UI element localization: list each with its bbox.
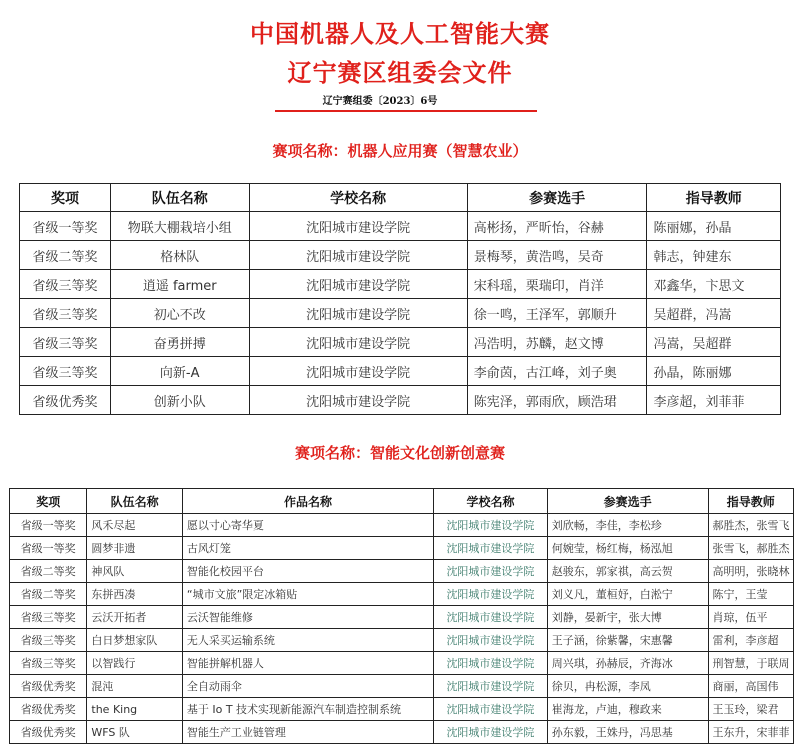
table-cell: 景梅琴，黄浩鸣，吴奇 <box>467 241 647 270</box>
table-row <box>20 357 781 386</box>
table-cell: 沈阳城市建设学院 <box>434 675 548 698</box>
document-title-line1: 中国机器人及人工智能大赛 <box>250 19 550 48</box>
table-cell: 沈阳城市建设学院 <box>249 270 467 299</box>
column-header: 指导教师 <box>647 184 781 212</box>
table-cell: 省级三等奖 <box>10 629 87 652</box>
table-cell: 张雪飞，郝胜杰 <box>708 537 793 560</box>
table-cell: 省级三等奖 <box>20 270 111 299</box>
table-cell: 吴超群，冯嵩 <box>647 299 781 328</box>
table-cell: 云沃开拓者 <box>87 606 182 629</box>
table-row <box>10 514 794 537</box>
section2-award-table <box>9 488 794 744</box>
table-row <box>10 583 794 606</box>
table-cell: 郝胜杰，张雪飞 <box>708 514 793 537</box>
table-row <box>10 652 794 675</box>
table-cell: 省级优秀奖 <box>10 675 87 698</box>
table-cell: 沈阳城市建设学院 <box>434 514 548 537</box>
table-row <box>10 606 794 629</box>
table-cell: 沈阳城市建设学院 <box>249 328 467 357</box>
table-cell: 省级优秀奖 <box>10 698 87 721</box>
table-cell: 韩志，钟建东 <box>647 241 781 270</box>
column-header: 队伍名称 <box>110 184 249 212</box>
table-cell: 省级一等奖 <box>10 537 87 560</box>
table-cell: 智能生产工业链管理 <box>182 721 433 744</box>
table-cell: “城市文旅”限定冰箱贴 <box>182 583 433 606</box>
table-cell: 圆梦非遗 <box>87 537 182 560</box>
table-row <box>10 537 794 560</box>
table-cell: 何婉莹，杨红梅，杨泓旭 <box>547 537 708 560</box>
table-row <box>20 212 781 241</box>
table-cell: 沈阳城市建设学院 <box>434 629 548 652</box>
table-header-row <box>10 489 794 514</box>
table-cell: 省级三等奖 <box>20 299 111 328</box>
table-row <box>10 721 794 744</box>
table-cell: 沈阳城市建设学院 <box>249 357 467 386</box>
table-cell: 混沌 <box>87 675 182 698</box>
table-cell: 刘义凡，董桓妤，白淞宁 <box>547 583 708 606</box>
table-cell: 省级三等奖 <box>20 328 111 357</box>
table-cell: 沈阳城市建设学院 <box>249 212 467 241</box>
table-row <box>10 629 794 652</box>
table-cell: 风禾尽起 <box>87 514 182 537</box>
table-cell: 沈阳城市建设学院 <box>434 537 548 560</box>
table-row <box>10 698 794 721</box>
table-cell: 王东升，宋菲菲 <box>708 721 793 744</box>
section1-award-table <box>19 183 781 415</box>
section1-title: 赛项名称：机器人应用赛（智慧农业） <box>272 142 528 160</box>
table-cell: 沈阳城市建设学院 <box>434 721 548 744</box>
table-cell: 古风灯笼 <box>182 537 433 560</box>
table-cell: 全自动雨伞 <box>182 675 433 698</box>
table-cell: 高彬扬，严昕怡，谷赫 <box>467 212 647 241</box>
table-cell: the King <box>87 698 182 721</box>
column-header: 指导教师 <box>708 489 793 514</box>
table-cell: 白日梦想家队 <box>87 629 182 652</box>
document-title-line2: 辽宁赛区组委会文件 <box>287 58 513 87</box>
column-header: 奖项 <box>20 184 111 212</box>
table-cell: 刘静，晏新宇，张大博 <box>547 606 708 629</box>
table-cell: 向新-A <box>110 357 249 386</box>
table-cell: 冯浩明，苏麟，赵文博 <box>467 328 647 357</box>
table-cell: 陈宪泽，郭雨欣，顾浩珺 <box>467 386 647 415</box>
table-cell: 奋勇拼搏 <box>110 328 249 357</box>
table-cell: 徐一鸣，王泽军，郭顺升 <box>467 299 647 328</box>
table-cell: 愿以寸心寄华夏 <box>182 514 433 537</box>
table-cell: 云沃智能维修 <box>182 606 433 629</box>
red-divider <box>275 110 537 112</box>
table-cell: 省级二等奖 <box>10 560 87 583</box>
table-cell: 周兴琪，孙赫辰，齐海冰 <box>547 652 708 675</box>
table-cell: 沈阳城市建设学院 <box>249 386 467 415</box>
table-cell: 智能化校园平台 <box>182 560 433 583</box>
table-cell: 省级三等奖 <box>10 652 87 675</box>
column-header: 作品名称 <box>182 489 433 514</box>
table-cell: 沈阳城市建设学院 <box>434 560 548 583</box>
table-cell: 沈阳城市建设学院 <box>434 652 548 675</box>
table-cell: 冯嵩，吴超群 <box>647 328 781 357</box>
table-cell: 东拼西凑 <box>87 583 182 606</box>
table-cell: 省级优秀奖 <box>20 386 111 415</box>
table-cell: 赵骏东，郭家祺，高云贺 <box>547 560 708 583</box>
column-header: 学校名称 <box>434 489 548 514</box>
table-cell: 陈宁，王莹 <box>708 583 793 606</box>
document-number: 辽宁赛组委〔2023〕6号 <box>322 96 438 107</box>
table-cell: 高明明，张晓林 <box>708 560 793 583</box>
table-cell: 以智践行 <box>87 652 182 675</box>
table-cell: 省级二等奖 <box>20 241 111 270</box>
table-header-row <box>20 184 781 212</box>
table-cell: 智能拼解机器人 <box>182 652 433 675</box>
table-row <box>20 328 781 357</box>
table-cell: 雷利，李彦超 <box>708 629 793 652</box>
table-cell: WFS 队 <box>87 721 182 744</box>
table-cell: 商丽，高国伟 <box>708 675 793 698</box>
table-cell: 初心不改 <box>110 299 249 328</box>
section2-title: 赛项名称：智能文化创新创意赛 <box>294 444 505 462</box>
column-header: 参赛选手 <box>547 489 708 514</box>
table-cell: 基于 Io T 技术实现新能源汽车制造控制系统 <box>182 698 433 721</box>
table-cell: 王子涵，徐紫馨，宋惠馨 <box>547 629 708 652</box>
table-cell: 逍遥 farmer <box>110 270 249 299</box>
table-cell: 省级三等奖 <box>20 357 111 386</box>
table-row <box>20 386 781 415</box>
table-cell: 宋科瑶，栗瑞印，肖洋 <box>467 270 647 299</box>
table-cell: 李彦超，刘菲菲 <box>647 386 781 415</box>
table-cell: 孙晶，陈丽娜 <box>647 357 781 386</box>
column-header: 学校名称 <box>249 184 467 212</box>
table-cell: 无人采买运输系统 <box>182 629 433 652</box>
table-row <box>20 270 781 299</box>
table-cell: 沈阳城市建设学院 <box>434 583 548 606</box>
table-cell: 沈阳城市建设学院 <box>249 299 467 328</box>
table-cell: 省级二等奖 <box>10 583 87 606</box>
column-header: 奖项 <box>10 489 87 514</box>
table-row <box>20 299 781 328</box>
table-cell: 李俞茵，古江峰，刘子奥 <box>467 357 647 386</box>
table-cell: 肖琼，伍平 <box>708 606 793 629</box>
table-cell: 王玉玲，梁君 <box>708 698 793 721</box>
table-cell: 刘欣畅，李佳，李松珍 <box>547 514 708 537</box>
table-cell: 神风队 <box>87 560 182 583</box>
table-cell: 创新小队 <box>110 386 249 415</box>
table-cell: 物联大棚栽培小组 <box>110 212 249 241</box>
table-cell: 省级三等奖 <box>10 606 87 629</box>
table-cell: 省级优秀奖 <box>10 721 87 744</box>
table-cell: 刑智慧，于联周 <box>708 652 793 675</box>
table-cell: 崔海龙，卢迪，穆政来 <box>547 698 708 721</box>
table-row <box>10 675 794 698</box>
column-header: 队伍名称 <box>87 489 182 514</box>
table-row <box>20 241 781 270</box>
table-cell: 沈阳城市建设学院 <box>434 606 548 629</box>
table-cell: 孙东毅，王姝丹，冯思基 <box>547 721 708 744</box>
table-cell: 沈阳城市建设学院 <box>434 698 548 721</box>
table-cell: 省级一等奖 <box>20 212 111 241</box>
table-cell: 徐贝，冉松源，李凤 <box>547 675 708 698</box>
table-cell: 格林队 <box>110 241 249 270</box>
table-cell: 省级一等奖 <box>10 514 87 537</box>
column-header: 参赛选手 <box>467 184 647 212</box>
table-row <box>10 560 794 583</box>
table-cell: 邓鑫华，卞思文 <box>647 270 781 299</box>
table-cell: 沈阳城市建设学院 <box>249 241 467 270</box>
table-cell: 陈丽娜，孙晶 <box>647 212 781 241</box>
